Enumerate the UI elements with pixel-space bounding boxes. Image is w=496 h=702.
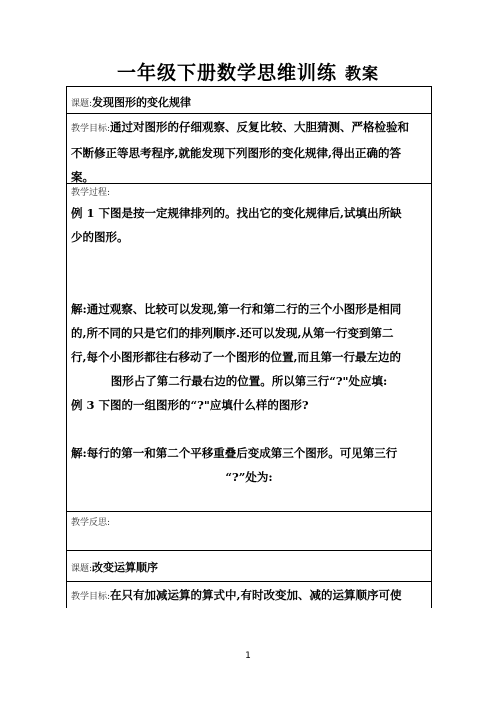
title-main: 一年级下册数学思维训练 xyxy=(116,62,337,84)
process-label: 教学过程: xyxy=(71,188,111,198)
topic-value: 改变运算顺序 xyxy=(92,561,159,574)
goal-text-1: 通过对图形的仔细观察、反复比较、大胆猜测、严格检验和 xyxy=(110,120,410,134)
solution1 xyxy=(71,297,427,417)
goal-line-1 xyxy=(71,115,427,141)
lesson1-reflection-row xyxy=(67,512,431,551)
sol1-line-2: 的,所不同的只是它们的排列顺序.还可以发现,从第一行变到第二 xyxy=(71,326,394,340)
ex1-line-2: 少的图形。 xyxy=(71,230,129,244)
ex1-line-1: 例 1 下图是按一定规律排列的。找出它的变化规律后,试填出所缺 xyxy=(71,206,402,220)
lesson2-goal-row xyxy=(67,582,431,608)
sol1-line-4: 图形占了第二行最右边的位置。所以第三行“?"处应填: xyxy=(110,374,388,388)
example1 xyxy=(71,201,427,249)
reflection-label: 教学反思: xyxy=(71,518,111,528)
lesson1-topic-row xyxy=(67,87,431,114)
sol3-line-2: “?”处为: xyxy=(225,470,273,484)
title-suffix: 教案 xyxy=(345,64,380,83)
goal-line-2: 不断修正等思考程序,就能发现下列图形的变化规律,得出正确的答 xyxy=(71,146,402,160)
ex3-line-1: 例 3 下图的一组图形的“?"应填什么样的图形? xyxy=(71,398,309,412)
sol1-line-3: 行,每个小图形都往右移动了一个图形的位置,而且第一行最左边的 xyxy=(71,350,402,364)
goal-line-3: 案。 xyxy=(71,170,94,184)
page-number: 1 xyxy=(245,651,251,661)
lesson2-topic-row xyxy=(67,551,431,582)
example3-figure-space xyxy=(71,417,427,441)
example1-figure-space xyxy=(71,249,427,297)
topic-label: 课题: xyxy=(71,564,93,574)
lesson1-process-row xyxy=(67,184,431,512)
sol1-line-1: 解:通过观察、比较可以发现,第一行和第二行的三个小图形是相同 xyxy=(71,302,402,316)
goal-text-1: 在只有加减运算的算式中,有时改变加、减的运算顺序可使 xyxy=(110,588,402,602)
solution3 xyxy=(71,441,427,489)
lesson1-goal-row xyxy=(67,114,431,184)
sol3-line-1: 解:每行的第一和第二个平移重叠后变成第三个图形。可见第三行 xyxy=(71,446,398,460)
goal-label: 教学目标: xyxy=(71,592,111,602)
goal-label: 教学目标: xyxy=(71,124,111,134)
document-title xyxy=(0,61,496,86)
lesson-table xyxy=(66,86,432,608)
topic-value: 发现图形的变化规律 xyxy=(92,96,192,109)
topic-label: 课题: xyxy=(71,99,93,109)
